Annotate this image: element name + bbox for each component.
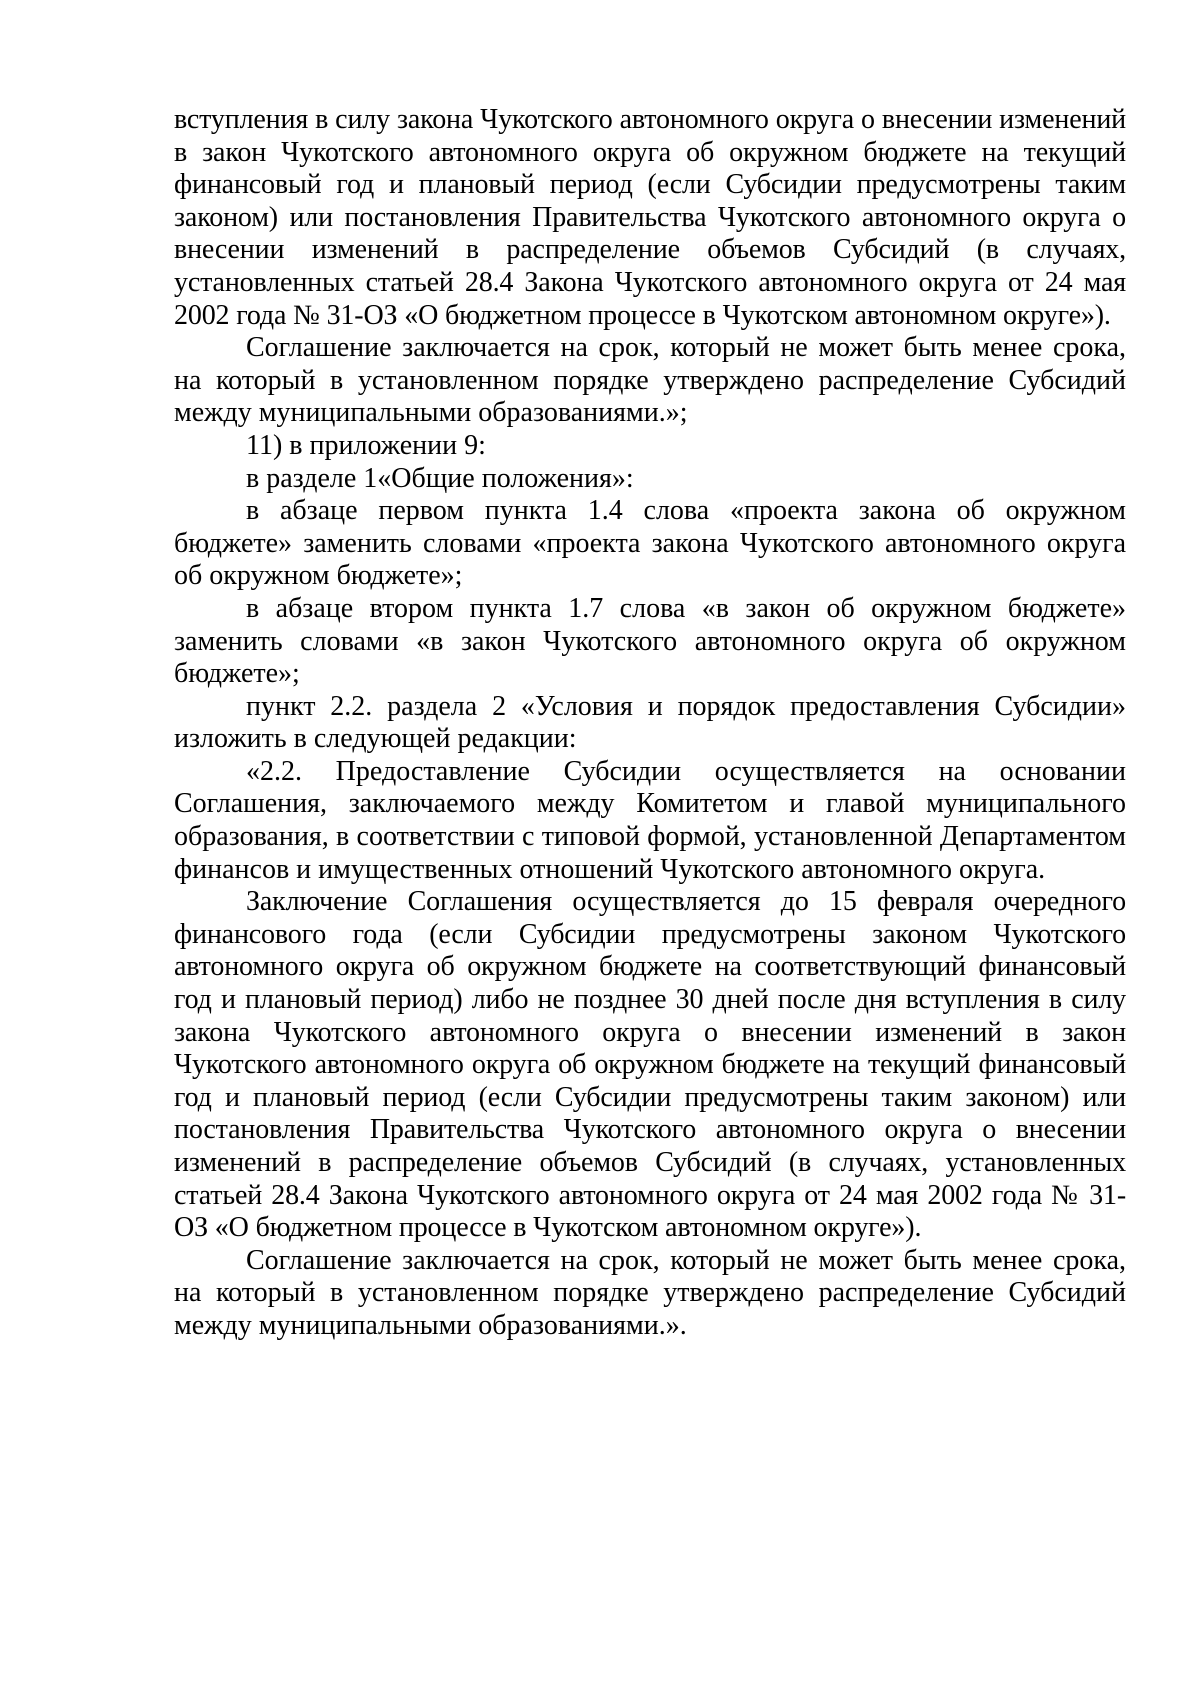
paragraph-section-1: в разделе 1«Общие положения»: xyxy=(246,462,634,494)
paragraph-agreement-term: Соглашение заключается на срок, который не может быть менее срока, на который в установленном порядке утверждено распределение Субсидий между муниципальными образованиями.»; xyxy=(174,332,1126,429)
paragraph-clause-2-2: «2.2. Предоставление Субсидии осуществляется на основании Соглашения, заключаемого между Комитетом и главой муниципального образования, в соответствии с типовой формой, установленной Департаментом финансов и имущественных отношений Чукотского автономного округа. xyxy=(174,755,1126,885)
paragraph-clause-2-2-intro: пункт 2.2. раздела 2 «Условия и порядок предоставления Субсидии» изложить в следующей редакции: xyxy=(174,690,1126,755)
paragraph-clause-1-7: в абзаце втором пункта 1.7 слова «в закон об окружном бюджете» заменить словами «в закон Чукотского автономного округа об окружном бюджете»; xyxy=(174,592,1126,690)
paragraph-agreement-term-final: Соглашение заключается на срок, который не может быть менее срока, на который в установленном порядке утверждено распределение Субсидий между муниципальными образованиями.». xyxy=(174,1244,1126,1341)
paragraph-item-11: 11) в приложении 9: xyxy=(246,429,486,461)
paragraph-agreement-conclusion: Заключение Соглашения осуществляется до 15 февраля очередного финансового года (если Субсидии предусмотрены законом Чукотского автономного округа об окружном бюджете на соответствующий финансовый год и плановый период) либо не позднее 30 дней после дня вступления в силу закона Чукотского автономного округа о внесении изменений в закон Чукотского автономного округа об окружном бюджете на текущий финансовый год и плановый период (если Субсидии предусмотрены таким законом) или постановления Правительства Чукотского автономного округа о внесении изменений в распределение объемов Субсидий (в случаях, установленных статьей 28.4 Закона Чукотского автономного округа от 24 мая 2002 года № 31-ОЗ «О бюджетном процессе в Чукотском автономном округе»). xyxy=(174,886,1126,1244)
paragraph-continuation: вступления в силу закона Чукотского автономного округа о внесении изменений в закон Чукотского автономного округа об окружном бюджете на текущий финансовый год и плановый период (если Субсидии предусмотрены таким законом) или постановления Правительства Чукотского автономного округа о внесении изменений в распределение объемов Субсидий (в случаях, установленных статьей 28.4 Закона Чукотского автономного округа от 24 мая 2002 года № 31-ОЗ «О бюджетном процессе в Чукотском автономном округе»). xyxy=(174,104,1126,331)
paragraph-clause-1-4: в абзаце первом пункта 1.4 слова «проекта закона об окружном бюджете» заменить словами «проекта закона Чукотского автономного округа об окружном бюджете»; xyxy=(174,495,1126,592)
document-page xyxy=(174,104,1126,1343)
